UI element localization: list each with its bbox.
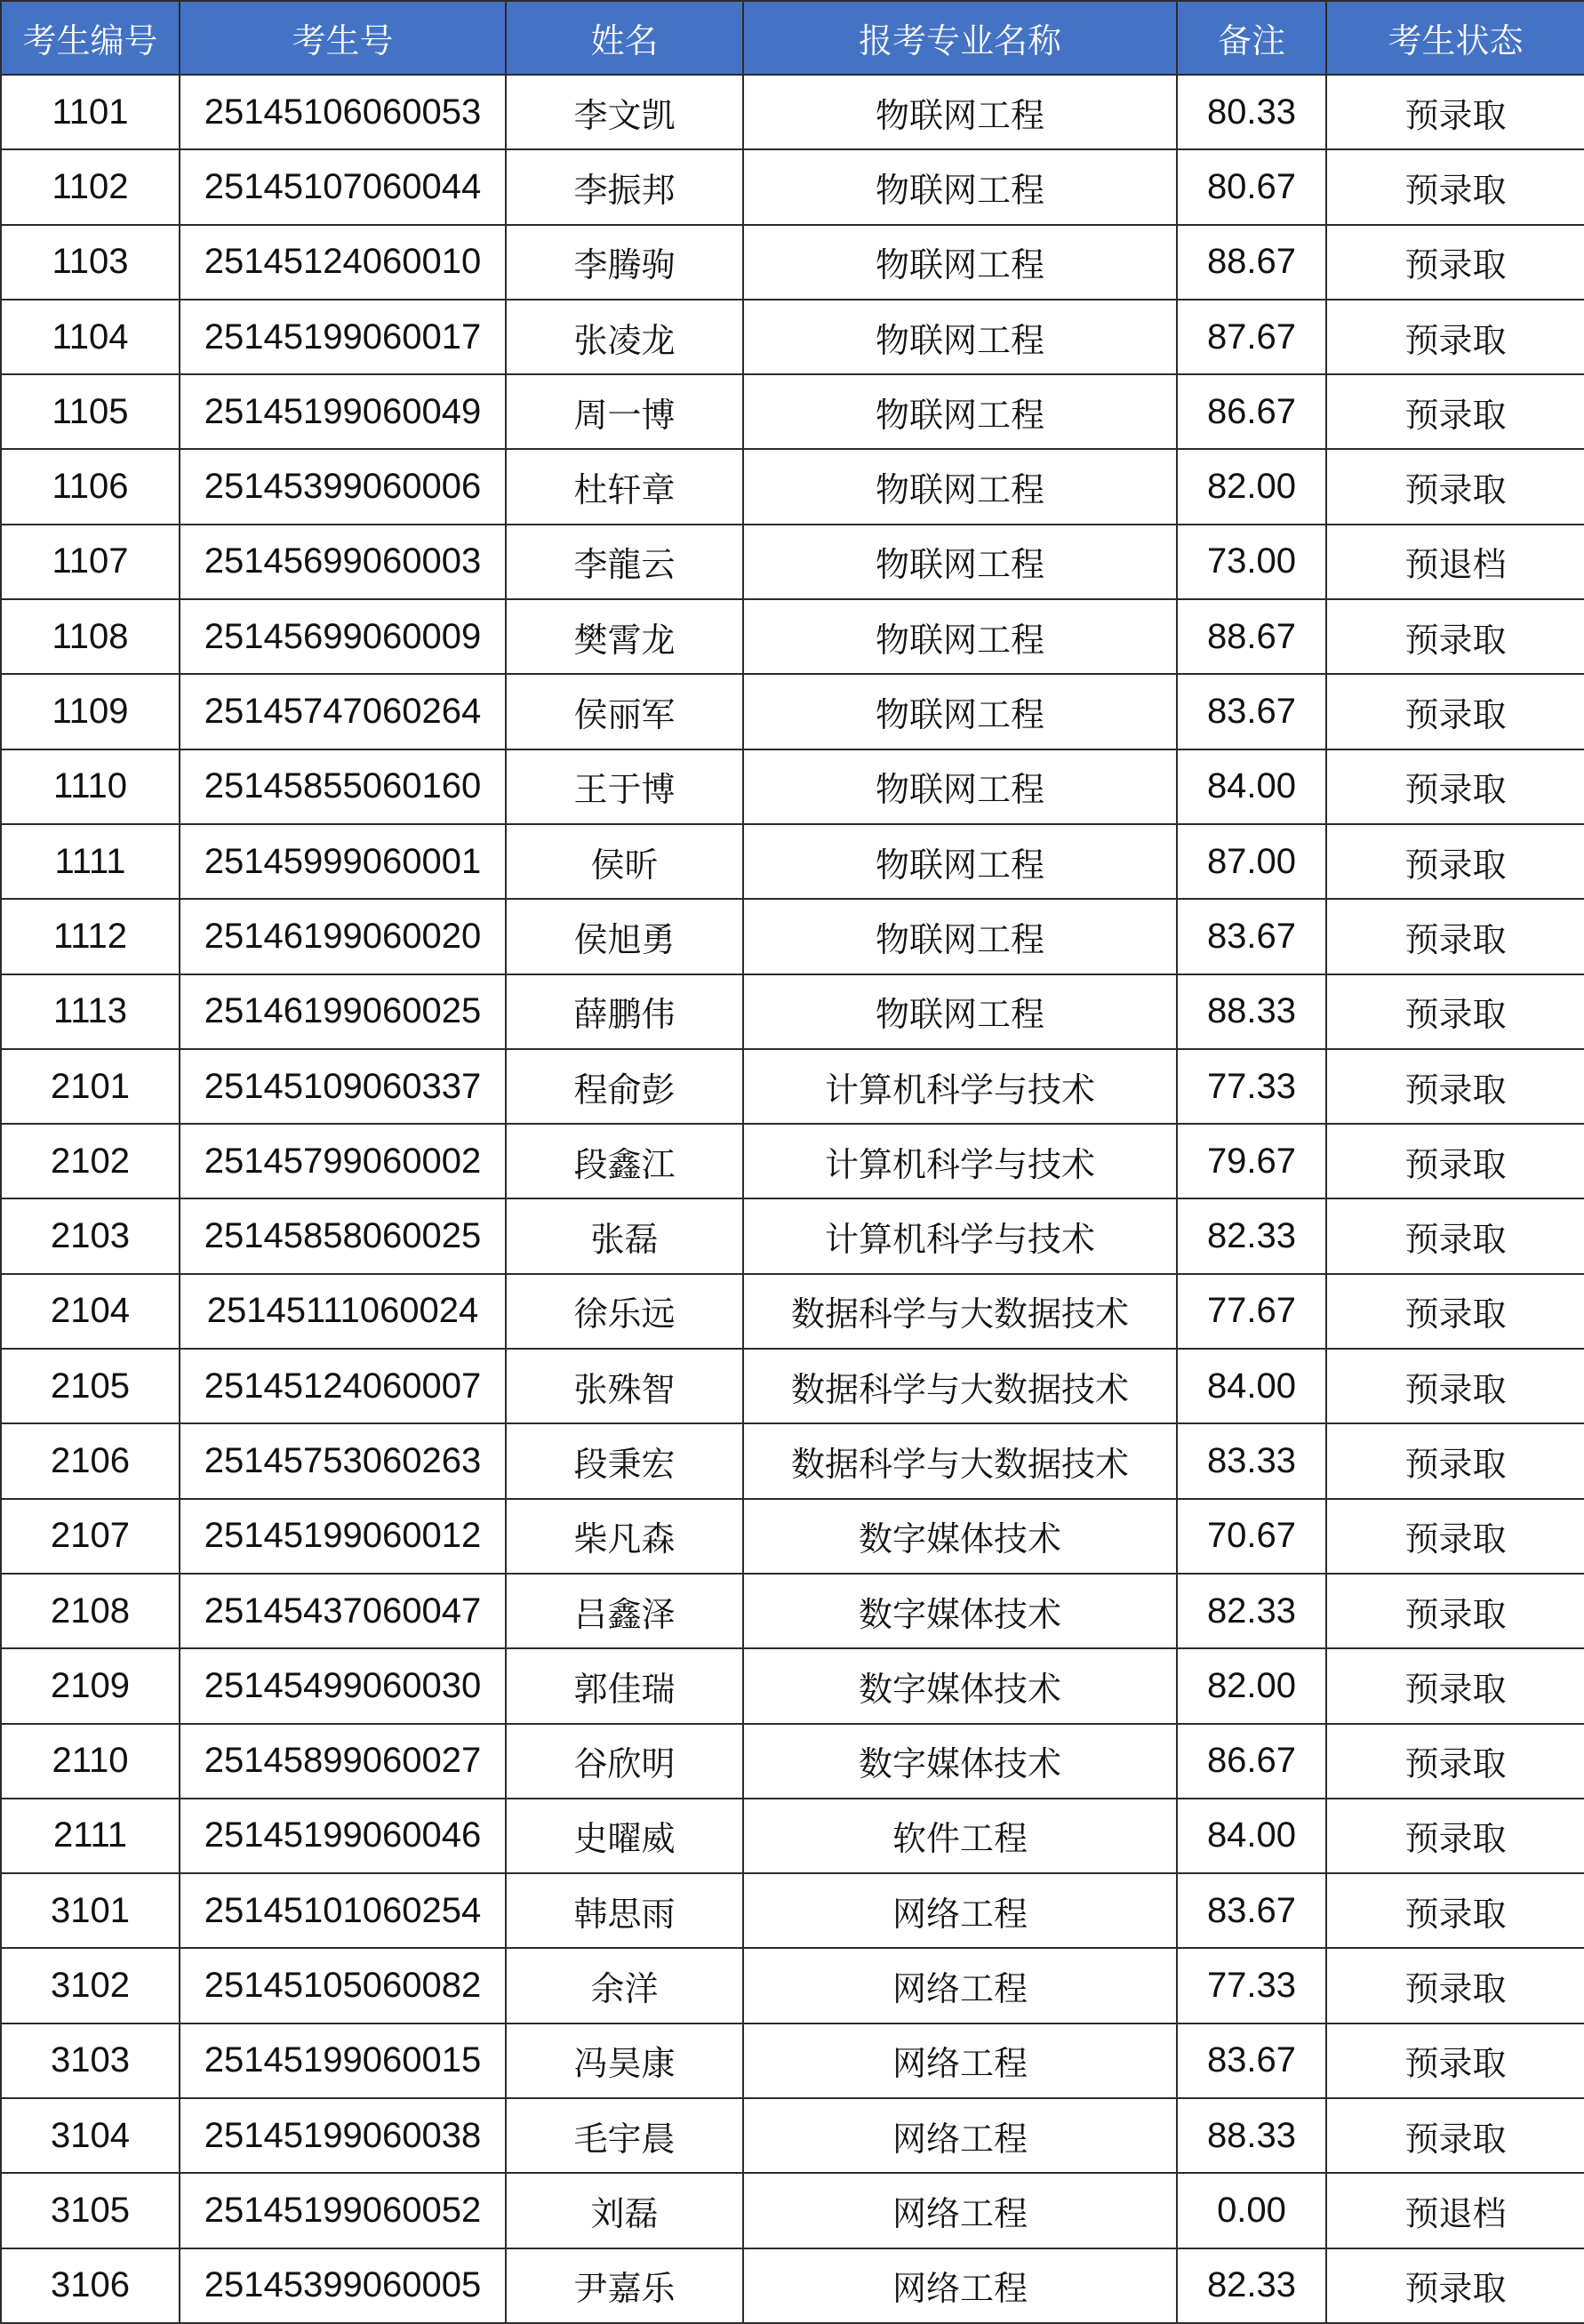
status-cell: 预录取 — [1326, 674, 1584, 749]
table-body — [1, 75, 1584, 2323]
candidate-no-cell: 25146199060020 — [180, 899, 506, 974]
table-row — [1, 449, 1584, 524]
remark-cell: 80.33 — [1177, 75, 1326, 149]
name-cell: 侯昕 — [506, 824, 743, 899]
status-cell: 预录取 — [1326, 1124, 1584, 1198]
major-cell: 数字媒体技术 — [743, 1724, 1177, 1799]
major-cell: 网络工程 — [743, 1948, 1177, 2023]
table-row — [1, 749, 1584, 824]
candidate-no-cell: 25145124060010 — [180, 225, 506, 300]
table-row — [1, 1349, 1584, 1423]
name-cell: 侯丽军 — [506, 674, 743, 749]
remark-cell: 80.67 — [1177, 149, 1326, 224]
name-cell: 冯昊康 — [506, 2023, 743, 2098]
table-row — [1, 1049, 1584, 1124]
status-cell: 预录取 — [1326, 824, 1584, 899]
candidate-no-cell: 25145753060263 — [180, 1423, 506, 1498]
status-cell: 预录取 — [1326, 225, 1584, 300]
status-cell: 预录取 — [1326, 899, 1584, 974]
major-cell: 物联网工程 — [743, 374, 1177, 449]
table-row — [1, 374, 1584, 449]
status-cell: 预录取 — [1326, 2098, 1584, 2173]
name-cell: 段秉宏 — [506, 1423, 743, 1498]
status-cell: 预录取 — [1326, 2248, 1584, 2323]
remark-cell: 82.33 — [1177, 1574, 1326, 1648]
status-cell: 预录取 — [1326, 974, 1584, 1049]
major-cell: 物联网工程 — [743, 149, 1177, 224]
name-cell: 李文凯 — [506, 75, 743, 149]
exam-no-cell: 3104 — [1, 2098, 180, 2173]
name-cell: 程俞彭 — [506, 1049, 743, 1124]
status-cell: 预录取 — [1326, 449, 1584, 524]
candidate-no-cell: 25145855060160 — [180, 749, 506, 824]
major-cell: 计算机科学与技术 — [743, 1198, 1177, 1273]
remark-cell: 77.67 — [1177, 1274, 1326, 1349]
status-cell: 预退档 — [1326, 525, 1584, 599]
status-cell: 预录取 — [1326, 1648, 1584, 1723]
status-cell: 预录取 — [1326, 149, 1584, 224]
exam-no-cell: 1113 — [1, 974, 180, 1049]
remark-cell: 87.67 — [1177, 300, 1326, 374]
table-row — [1, 2098, 1584, 2173]
remark-cell: 82.33 — [1177, 1198, 1326, 1273]
candidate-no-cell: 25145199060046 — [180, 1799, 506, 1873]
table-row — [1, 1423, 1584, 1498]
status-cell: 预录取 — [1326, 374, 1584, 449]
exam-no-cell: 2105 — [1, 1349, 180, 1423]
status-cell: 预录取 — [1326, 300, 1584, 374]
exam-no-cell: 2108 — [1, 1574, 180, 1648]
table-row — [1, 974, 1584, 1049]
remark-cell: 88.33 — [1177, 2098, 1326, 2173]
table-row — [1, 149, 1584, 224]
remark-cell: 82.00 — [1177, 449, 1326, 524]
table-row — [1, 824, 1584, 899]
candidate-no-cell: 25145106060053 — [180, 75, 506, 149]
exam-no-cell: 1107 — [1, 525, 180, 599]
candidate-no-cell: 25145399060006 — [180, 449, 506, 524]
exam-no-cell: 2110 — [1, 1724, 180, 1799]
name-cell: 余洋 — [506, 1948, 743, 2023]
remark-cell: 83.67 — [1177, 2023, 1326, 2098]
candidate-no-cell: 25145437060047 — [180, 1574, 506, 1648]
status-cell: 预录取 — [1326, 1799, 1584, 1873]
major-cell: 物联网工程 — [743, 599, 1177, 674]
major-cell: 数字媒体技术 — [743, 1499, 1177, 1574]
table-row — [1, 1574, 1584, 1648]
candidate-no-cell: 25145999060001 — [180, 824, 506, 899]
exam-no-cell: 3102 — [1, 1948, 180, 2023]
candidate-no-cell: 25145107060044 — [180, 149, 506, 224]
name-cell: 段鑫江 — [506, 1124, 743, 1198]
remark-cell: 77.33 — [1177, 1049, 1326, 1124]
name-cell: 刘磊 — [506, 2173, 743, 2248]
table-row — [1, 225, 1584, 300]
status-cell: 预录取 — [1326, 749, 1584, 824]
remark-cell: 88.67 — [1177, 599, 1326, 674]
candidate-no-cell: 25145109060337 — [180, 1049, 506, 1124]
major-cell: 物联网工程 — [743, 749, 1177, 824]
major-cell: 物联网工程 — [743, 300, 1177, 374]
remark-cell: 84.00 — [1177, 749, 1326, 824]
table-row — [1, 2173, 1584, 2248]
exam-no-cell: 2103 — [1, 1198, 180, 1273]
name-cell: 周一博 — [506, 374, 743, 449]
table-row — [1, 300, 1584, 374]
name-cell: 侯旭勇 — [506, 899, 743, 974]
major-cell: 数据科学与大数据技术 — [743, 1423, 1177, 1498]
major-cell: 物联网工程 — [743, 899, 1177, 974]
exam-no-cell: 2102 — [1, 1124, 180, 1198]
status-cell: 预录取 — [1326, 1049, 1584, 1124]
major-cell: 物联网工程 — [743, 824, 1177, 899]
name-cell: 吕鑫泽 — [506, 1574, 743, 1648]
remark-cell: 86.67 — [1177, 1724, 1326, 1799]
table-header — [1, 1, 1584, 75]
table-row — [1, 1198, 1584, 1273]
candidate-no-cell: 25145399060005 — [180, 2248, 506, 2323]
remark-cell: 87.00 — [1177, 824, 1326, 899]
major-cell: 软件工程 — [743, 1799, 1177, 1873]
remark-cell: 83.33 — [1177, 1423, 1326, 1498]
header-name: 姓名 — [506, 1, 743, 75]
major-cell: 数字媒体技术 — [743, 1648, 1177, 1723]
table-row — [1, 2023, 1584, 2098]
status-cell: 预录取 — [1326, 1349, 1584, 1423]
candidate-no-cell: 25146199060025 — [180, 974, 506, 1049]
candidate-no-cell: 25145799060002 — [180, 1124, 506, 1198]
candidate-no-cell: 25145124060007 — [180, 1349, 506, 1423]
table-row — [1, 1124, 1584, 1198]
candidate-no-cell: 25145699060009 — [180, 599, 506, 674]
candidate-no-cell: 25145699060003 — [180, 525, 506, 599]
exam-no-cell: 1108 — [1, 599, 180, 674]
exam-no-cell: 1109 — [1, 674, 180, 749]
name-cell: 郭佳瑞 — [506, 1648, 743, 1723]
remark-cell: 84.00 — [1177, 1799, 1326, 1873]
name-cell: 杜轩章 — [506, 449, 743, 524]
status-cell: 预录取 — [1326, 75, 1584, 149]
status-cell: 预退档 — [1326, 2173, 1584, 2248]
candidate-no-cell: 25145199060052 — [180, 2173, 506, 2248]
major-cell: 网络工程 — [743, 2173, 1177, 2248]
candidate-no-cell: 25145199060012 — [180, 1499, 506, 1574]
major-cell: 网络工程 — [743, 1873, 1177, 1948]
table-row — [1, 1873, 1584, 1948]
header-row — [1, 1, 1584, 75]
remark-cell: 83.67 — [1177, 899, 1326, 974]
exam-no-cell: 3103 — [1, 2023, 180, 2098]
candidate-no-cell: 25145111060024 — [180, 1274, 506, 1349]
exam-no-cell: 3101 — [1, 1873, 180, 1948]
major-cell: 数据科学与大数据技术 — [743, 1274, 1177, 1349]
remark-cell: 70.67 — [1177, 1499, 1326, 1574]
remark-cell: 86.67 — [1177, 374, 1326, 449]
exam-no-cell: 1101 — [1, 75, 180, 149]
name-cell: 尹嘉乐 — [506, 2248, 743, 2323]
name-cell: 李腾驹 — [506, 225, 743, 300]
candidate-no-cell: 25145499060030 — [180, 1648, 506, 1723]
table-row — [1, 899, 1584, 974]
remark-cell: 82.33 — [1177, 2248, 1326, 2323]
candidate-no-cell: 25145899060027 — [180, 1724, 506, 1799]
name-cell: 徐乐远 — [506, 1274, 743, 1349]
remark-cell: 88.67 — [1177, 225, 1326, 300]
name-cell: 李振邦 — [506, 149, 743, 224]
exam-no-cell: 3106 — [1, 2248, 180, 2323]
name-cell: 樊霄龙 — [506, 599, 743, 674]
name-cell: 张凌龙 — [506, 300, 743, 374]
name-cell: 柴凡森 — [506, 1499, 743, 1574]
header-remark: 备注 — [1177, 1, 1326, 75]
exam-no-cell: 3105 — [1, 2173, 180, 2248]
major-cell: 物联网工程 — [743, 974, 1177, 1049]
status-cell: 预录取 — [1326, 1423, 1584, 1498]
status-cell: 预录取 — [1326, 1724, 1584, 1799]
exam-no-cell: 2109 — [1, 1648, 180, 1723]
candidate-no-cell: 25145105060082 — [180, 1948, 506, 2023]
candidate-no-cell: 25145199060038 — [180, 2098, 506, 2173]
candidate-no-cell: 25145747060264 — [180, 674, 506, 749]
table-row — [1, 599, 1584, 674]
major-cell: 物联网工程 — [743, 674, 1177, 749]
name-cell: 谷欣明 — [506, 1724, 743, 1799]
status-cell: 预录取 — [1326, 1198, 1584, 1273]
remark-cell: 82.00 — [1177, 1648, 1326, 1723]
status-cell: 预录取 — [1326, 1499, 1584, 1574]
exam-no-cell: 2107 — [1, 1499, 180, 1574]
remark-cell: 0.00 — [1177, 2173, 1326, 2248]
name-cell: 毛宇晨 — [506, 2098, 743, 2173]
table-row — [1, 75, 1584, 149]
candidate-no-cell: 25145199060049 — [180, 374, 506, 449]
candidate-no-cell: 25145101060254 — [180, 1873, 506, 1948]
major-cell: 计算机科学与技术 — [743, 1049, 1177, 1124]
major-cell: 数字媒体技术 — [743, 1574, 1177, 1648]
remark-cell: 83.67 — [1177, 674, 1326, 749]
remark-cell: 84.00 — [1177, 1349, 1326, 1423]
remark-cell: 73.00 — [1177, 525, 1326, 599]
exam-no-cell: 1104 — [1, 300, 180, 374]
major-cell: 网络工程 — [743, 2098, 1177, 2173]
candidate-no-cell: 25145199060017 — [180, 300, 506, 374]
exam-no-cell: 1102 — [1, 149, 180, 224]
name-cell: 史曜威 — [506, 1799, 743, 1873]
table-row — [1, 1799, 1584, 1873]
table-row — [1, 1499, 1584, 1574]
candidate-no-cell: 25145858060025 — [180, 1198, 506, 1273]
status-cell: 预录取 — [1326, 1274, 1584, 1349]
status-cell: 预录取 — [1326, 1948, 1584, 2023]
exam-no-cell: 1105 — [1, 374, 180, 449]
remark-cell: 79.67 — [1177, 1124, 1326, 1198]
major-cell: 网络工程 — [743, 2248, 1177, 2323]
name-cell: 李龍云 — [506, 525, 743, 599]
table-row — [1, 1724, 1584, 1799]
name-cell: 韩思雨 — [506, 1873, 743, 1948]
exam-no-cell: 2111 — [1, 1799, 180, 1873]
major-cell: 数据科学与大数据技术 — [743, 1349, 1177, 1423]
table-row — [1, 525, 1584, 599]
major-cell: 物联网工程 — [743, 75, 1177, 149]
exam-no-cell: 1112 — [1, 899, 180, 974]
exam-no-cell: 1103 — [1, 225, 180, 300]
table-row — [1, 1948, 1584, 2023]
name-cell: 张殊智 — [506, 1349, 743, 1423]
exam-no-cell: 2101 — [1, 1049, 180, 1124]
name-cell: 王于博 — [506, 749, 743, 824]
exam-no-cell: 1111 — [1, 824, 180, 899]
major-cell: 网络工程 — [743, 2023, 1177, 2098]
table-row — [1, 1648, 1584, 1723]
header-status: 考生状态 — [1326, 1, 1584, 75]
remark-cell: 77.33 — [1177, 1948, 1326, 2023]
major-cell: 物联网工程 — [743, 449, 1177, 524]
name-cell: 薛鹏伟 — [506, 974, 743, 1049]
name-cell: 张磊 — [506, 1198, 743, 1273]
header-major: 报考专业名称 — [743, 1, 1177, 75]
status-cell: 预录取 — [1326, 2023, 1584, 2098]
exam-no-cell: 2106 — [1, 1423, 180, 1498]
header-exam-no: 考生编号 — [1, 1, 180, 75]
status-cell: 预录取 — [1326, 599, 1584, 674]
header-candidate-no: 考生号 — [180, 1, 506, 75]
table-row — [1, 1274, 1584, 1349]
exam-no-cell: 1106 — [1, 449, 180, 524]
table-row — [1, 2248, 1584, 2323]
major-cell: 计算机科学与技术 — [743, 1124, 1177, 1198]
major-cell: 物联网工程 — [743, 525, 1177, 599]
candidate-no-cell: 25145199060015 — [180, 2023, 506, 2098]
exam-no-cell: 2104 — [1, 1274, 180, 1349]
table-row — [1, 674, 1584, 749]
major-cell: 物联网工程 — [743, 225, 1177, 300]
status-cell: 预录取 — [1326, 1574, 1584, 1648]
status-cell: 预录取 — [1326, 1873, 1584, 1948]
exam-no-cell: 1110 — [1, 749, 180, 824]
remark-cell: 83.67 — [1177, 1873, 1326, 1948]
remark-cell: 88.33 — [1177, 974, 1326, 1049]
